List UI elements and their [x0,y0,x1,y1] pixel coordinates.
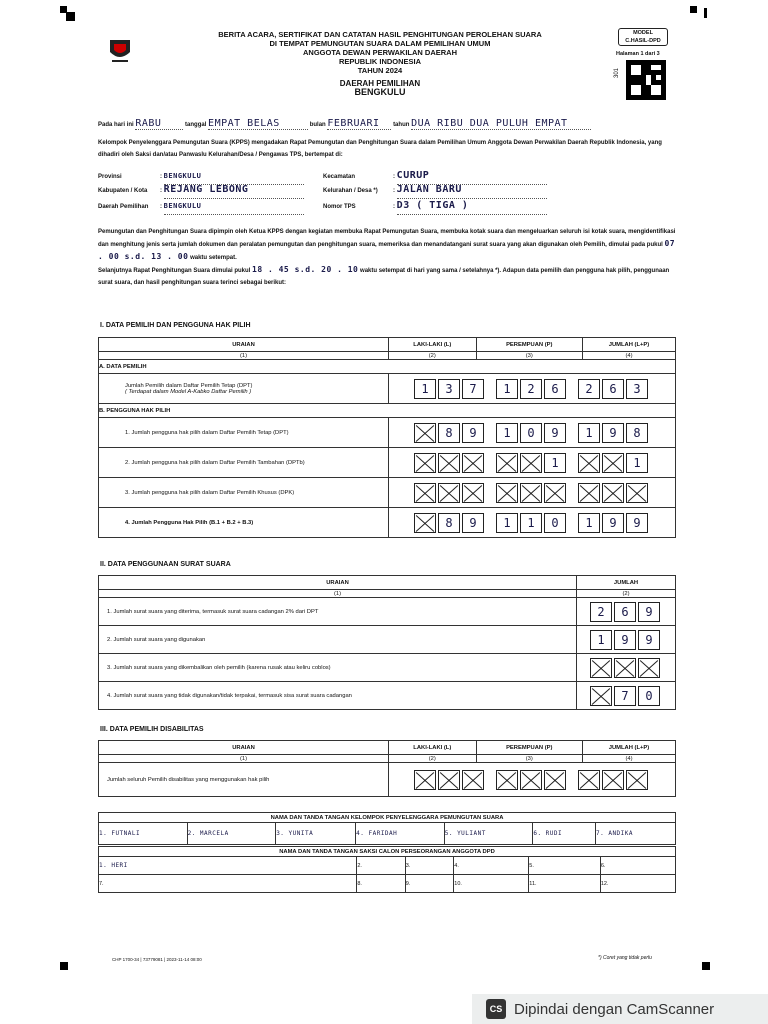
dpk-user-boxes [389,478,676,508]
digit-box [438,453,460,473]
digit-box: 1 [578,513,600,533]
digit-box: 9 [638,602,660,622]
registration-mark [704,8,707,18]
kpps-signature: 4. FARIDAH [356,823,445,845]
registration-mark [66,12,75,21]
digit-box: 8 [438,513,460,533]
footer-note: *) Coret yang tidak perlu [598,955,652,961]
kpps-signature: 3. YUNITA [276,823,356,845]
digit-box [602,453,624,473]
voter-data-table: URAIAN LAKI-LAKI (L) PEREMPUAN (P) JUMLAH (L+P) (1) (2) (3) (4) A. DATA PEMILIH Jumlah Pemilih dalam Daftar Pemilih Tetap (DPT) ( Terdapat dalam Model A-Kabko Daftar Pemilih ) 1 3 7 1 2 6 2 6 3 B. PENGGUNA HAK PILIH 1. Jumlah pengguna hak pilih dalam Daftar Pemilih Tetap (DPT) 8 9 1 0 9 1 9 8 2. Jumlah pengguna hak pilih dalam Daftar Pemilih Tambahan (DPTb) 1 1 3. Jumlah pengguna hak pilih dalam Daftar Pemilih Khusus (DPK) 4. Jumlah Pengguna Hak Pilih (B.1 + B.2 + B.3) 8 9 1 1 0 1 9 9 [98,337,676,538]
digit-box [496,770,518,790]
digit-box [496,483,518,503]
digit-box [462,453,484,473]
saksi-slot: 9. [405,875,453,893]
digit-box: 2 [520,379,542,399]
digit-box [626,483,648,503]
digit-box [544,770,566,790]
digit-box: 2 [578,379,600,399]
registration-mark [60,962,68,970]
section-1-title: I. DATA PEMILIH DAN PENGGUNA HAK PILIH [100,322,251,329]
document-title: BERITA ACARA, SERTIFIKAT DAN CATATAN HASIL PENGHITUNGAN PEROLEHAN SUARA DI TEMPAT PEMUNGUTAN SUARA DALAM PEMILIHAN UMUM ANGGOTA DEWAN PERWAKILAN DAERAH REPUBLIK INDONESIA TAHUN 2024 DAERAH PEMILIHAN BENGKULU [218,30,542,97]
procedure-text: Pemungutan dan Penghitungan Suara dipimpin oleh Ketua KPPS dengan kegiatan membuka Rapat Pemungutan Suara, membuka kotak suara dan mengeluarkan seluruh isi kotak suara, mengidentifikasi dan menghitung jenis serta jumlah dokumen dan peralatan pemungutan dan penghitungan suara, memeriksa dan menandatangani surat suara yang akan digunakan oleh Pemilih, dimulai pada pukul 07 . 00 s.d. 13 . 00 waktu setempat. Selanjutnya Rapat Penghitungan Suara dimulai pukul 18 . 45 s.d. 20 . 10 waktu setempat di hari yang sama / setelahnya *). Adapun data pemilih dan pengguna hak pilih, penggunaan surat suara, dan hasil penghitungan suara terinci sebagai berikut: [98,229,676,286]
saksi-signature: 1. HERI [99,857,357,875]
digit-box [614,658,636,678]
digit-box: 1 [590,630,612,650]
digit-box [626,770,648,790]
saksi-slot: 4. [454,857,529,875]
saksi-signature-table: NAMA DAN TANDA TANGAN SAKSI CALON PERSEORANGAN ANGGOTA DPD 1. HERI 2. 3. 4. 5. 6. 7. 8. 9. 10. 11. 12. [98,846,676,893]
digit-box: 1 [414,379,436,399]
digit-box [462,770,484,790]
section-2-title: II. DATA PENGGUNAAN SURAT SUARA [100,561,231,568]
dptb-user-boxes [389,448,676,478]
digit-box [578,483,600,503]
section-3-title: III. DATA PEMILIH DISABILITAS [100,726,204,733]
dpt-user-boxes [389,418,676,448]
saksi-slot: 6. [600,857,675,875]
digit-box [590,658,612,678]
digit-box [544,483,566,503]
digit-box: 9 [638,630,660,650]
digit-box [414,453,436,473]
digit-box: 9 [626,513,648,533]
saksi-slot: 5. [529,857,601,875]
saksi-slot: 10. [454,875,529,893]
digit-box [414,483,436,503]
page-indicator: Halaman 1 dari 3 [616,51,660,57]
digit-box: 7 [614,686,636,706]
digit-box [590,686,612,706]
digit-box [438,770,460,790]
digit-box [414,770,436,790]
saksi-slot: 8. [357,875,405,893]
digit-box: 1 [496,513,518,533]
footer-code: CHP 1700-34 | 73779081 | 2023-11-14 08:00 [112,957,202,962]
registration-mark [702,962,710,970]
saksi-slot: 2. [357,857,405,875]
digit-box [438,483,460,503]
camscanner-watermark [472,994,768,1024]
digit-box: 9 [602,513,624,533]
digit-box: 0 [520,423,542,443]
digit-box [602,770,624,790]
digit-box: 6 [544,379,566,399]
ballots-returned-boxes [577,654,676,682]
ballots-used-boxes [577,626,676,654]
digit-box [414,423,436,443]
digit-box [462,483,484,503]
digit-box: 1 [496,423,518,443]
digit-box [520,770,542,790]
saksi-slot: 11. [529,875,601,893]
kpps-signature: 7. ANDIKA [596,823,676,845]
kpps-signature: 6. RUDI [533,823,596,845]
digit-box [578,770,600,790]
digit-box: 9 [614,630,636,650]
camscanner-icon: CS [486,999,506,1019]
digit-box [414,513,436,533]
ballots-received-boxes [577,598,676,626]
digit-box: 0 [544,513,566,533]
digit-box [578,453,600,473]
kpu-logo-icon [108,38,132,64]
digit-box: 1 [626,453,648,473]
digit-box: 1 [578,423,600,443]
digit-box: 8 [626,423,648,443]
kpps-signature: 1. FUTNALI [99,823,188,845]
total-user-boxes [389,508,676,538]
digit-box: 1 [496,379,518,399]
ballots-unused-boxes [577,682,676,710]
saksi-slot: 7. [99,875,357,893]
digit-box [496,453,518,473]
saksi-slot: 12. [600,875,675,893]
digit-box: 9 [602,423,624,443]
digit-box [520,483,542,503]
qr-code-icon [626,60,666,100]
kpps-signature: 2. MARCELA [187,823,276,845]
camscanner-text: Dipindai dengan CamScanner [514,1000,715,1018]
digit-box: 7 [462,379,484,399]
digit-box [602,483,624,503]
registration-mark [690,6,697,13]
kpps-signature-table: NAMA DAN TANDA TANGAN KELOMPOK PENYELENGGARA PEMUNGUTAN SUARA 1. FUTNALI 2. MARCELA 3. YUNITA 4. FARIDAH 5. YULIANT 6. RUDI 7. ANDIKA [98,812,676,845]
digit-box: 6 [614,602,636,622]
digit-box: 1 [520,513,542,533]
digit-box: 9 [462,513,484,533]
ballot-usage-table: URAIAN JUMLAH (1) (2) 1. Jumlah surat suara yang diterima, termasuk surat suara cadangan 2% dari DPT 2 6 9 2. Jumlah surat suara yang digunakan 1 9 9 3. Jumlah surat suara yang dikembalikan oleh pemilih (karena rusak atau keliru coblos) 4. Jumlah surat suara yang tidak digunakan/tidak terpakai, termasuk sisa surat suara cadangan 7 0 [98,575,676,710]
disability-table: URAIAN LAKI-LAKI (L) PEREMPUAN (P) JUMLAH (L+P) (1) (2) (3) (4) Jumlah seluruh Pemilih disabilitas yang menggunakan hak pilih [98,740,676,797]
digit-box: 8 [438,423,460,443]
digit-box [520,453,542,473]
disability-boxes [389,763,676,797]
dpt-boxes [389,374,676,404]
digit-box: 3 [626,379,648,399]
digit-box [638,658,660,678]
kpps-signature: 5. YULIANT [444,823,533,845]
model-box: MODEL C.HASIL-DPD [618,28,668,46]
digit-box: 6 [602,379,624,399]
date-line: Pada hari ini RABU tanggal EMPAT BELAS bulan FEBRUARI tahun DUA RIBU DUA PULUH EMPAT [98,118,678,130]
digit-box: 2 [590,602,612,622]
digit-box: 9 [462,423,484,443]
intro-text: Kelompok Penyelenggara Pemungutan Suara (KPPS) mengadakan Rapat Pemungutan dan Penghitungan Suara dalam Pemilihan Umum Anggota Dewan Perwakilan Daerah Republik Indonesia, yang dihadiri oleh Saksi dan/atau Panwaslu Kelurahan/Desa / Pengawas TPS, bertempat di: [98,140,662,158]
saksi-slot: 3. [405,857,453,875]
digit-box: 1 [544,453,566,473]
digit-box: 0 [638,686,660,706]
digit-box: 9 [544,423,566,443]
digit-box: 3 [438,379,460,399]
page-number: 301 [614,67,621,79]
